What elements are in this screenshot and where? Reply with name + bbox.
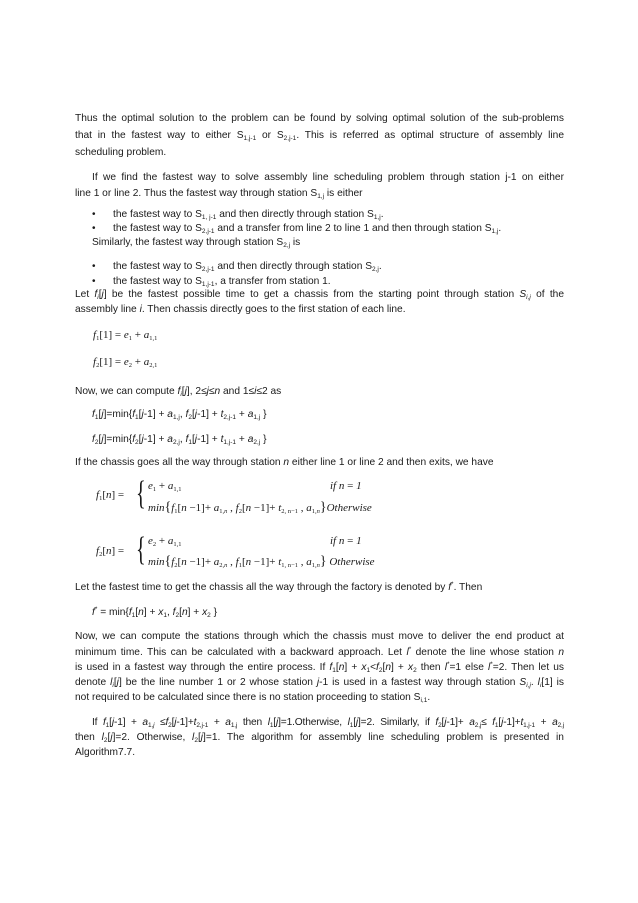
piecewise-f2-case-2: $\min\{f_2[n -1]+ a_{2,n}$ , $f_1[n -1]+ t_{1, n-1}$ , $a_{1,n}$} Otherwise	[148, 554, 375, 569]
piecewise-f2-brace: {	[136, 531, 146, 568]
bullet-2-marker: •	[92, 223, 96, 234]
paragraph-1-line-2: that in the fastest way to either $S_{1,j-1}$ or $S_{2,j-1}$. This is referred as optimal structure of assembly line	[75, 130, 564, 142]
fastest-time-line: Let the fastest time to get the chassis all the way through the factory is denoted by f*. Then	[75, 581, 483, 593]
now-compute-line: Now, we can compute $f_i[j]$, 2≤j≤n and 1≤i≤2 as	[75, 386, 282, 398]
piecewise-f1-case-2: $\min\{f_1[n -1]+ a_{1,n}$ , $f_2[n -1]+ t_{2, n-1}$ , $a_{1,n}\}Otherwise$	[148, 500, 372, 515]
paragraph-1-line-1: Thus the optimal solution to the problem can be found by solving optimal solution of the sub-problems	[75, 113, 564, 124]
equation-f2-base: $f_2[1] = e_2 + a_{2,1}$	[93, 356, 158, 369]
paragraph-3-line-2: minimum time. This can be calculated with a backward approach. Let l* denote the line whose station n	[75, 646, 564, 658]
bullet-4-text: the fastest way to $S_{1,j-1}$, a transfer from station 1.	[113, 276, 331, 288]
paragraph-3-line-5: not required to be calculated since there is no station proceeding to station $S_{i,1}$.	[75, 692, 431, 704]
similarly-line: Similarly, the fastest way through station $S_{2,j}$ is	[92, 237, 301, 249]
piecewise-f1-brace: {	[136, 475, 146, 512]
bullet-1-marker: •	[92, 209, 96, 220]
bullet-1-text: the fastest way to $S_{1, j-1}$ and then directly through station $S_{1,j}$.	[113, 209, 384, 221]
paragraph-2-line-1: If we find the fastest way to solve assembly line scheduling problem through station j-1 on either	[92, 172, 564, 183]
paragraph-4-line-2: then $l_2[j]=2$. Otherwise, $l_2[j]=1$. The algorithm for assembly line scheduling problem is presented in	[75, 732, 564, 744]
piecewise-f1-cond-1: if n = 1	[330, 480, 362, 492]
bullet-3-marker: •	[92, 261, 96, 272]
paragraph-3-line-1: Now, we can compute the stations through which the chassis must move to deliver the end product at	[75, 631, 564, 642]
piecewise-f2-lhs: $f_2[n]$ =	[96, 545, 125, 558]
bullet-2-text: the fastest way to $S_{2,j-1}$ and a transfer from line 2 to line 1 and then through station $S_{1,j}$.	[113, 223, 502, 235]
piecewise-f1-lhs: $f_1[n]$ =	[96, 489, 125, 502]
piecewise-f2-case-1: $e_2 + a_{1,1}$	[148, 535, 182, 548]
bullet-3-text: the fastest way to $S_{2,j-1}$ and then directly through station $S_{2,j}$.	[113, 261, 382, 273]
piecewise-f1-case-1: $e_1 + a_{1,1}$	[148, 480, 182, 493]
recurrence-f1: $f_1[j]=\min\{f_1[j-1] + a_{1,j}$, $f_2[j-1] + t_{2,j-1} + a_{1,j}$ }	[92, 409, 267, 421]
let-definition-line-2: assembly line i. Then chassis directly goes to the first station of each line.	[75, 304, 406, 315]
f-star-equation: $f^* = \min\{f_1[n] + x_1$, $f_2[n] + x_2$ }	[92, 606, 218, 619]
paragraph-4-line-1: If $f_1[j-1] + a_{1,j} \le f_2[j-1]+t_{2,j-1} + a_{1,j}$ then $l_1[j]=1.Otherwise$, $l_1[j]=2$. Similarly, if $f_2[j-1]+ a_{2,j}\le f_1[j-1]+t_{1,j-1} + a_{2,j}$	[92, 717, 565, 729]
equation-f1-base: $f_1[1] = e_1 + a_{1,1}$	[93, 329, 158, 342]
paragraph-3-line-3: is used in a fastest way through the entire process. If $f_1[n] + x_1<f_2[n] + x_2$ then l*=1 else l*=2. Then let us	[75, 661, 564, 674]
piecewise-f2-cond-1: if n = 1	[330, 535, 362, 547]
paragraph-1-line-3: scheduling problem.	[75, 147, 167, 158]
bullet-4-marker: •	[92, 276, 96, 287]
recurrence-f2: $f_2[j]=\min\{f_2[j-1] + a_{2,j}$, $f_1[j-1] + t_{1,j-1} + a_{2,j}$ }	[92, 434, 267, 446]
paragraph-4-line-3: Algorithm7.7.	[75, 747, 136, 758]
chassis-exit-line: If the chassis goes all the way through station n either line 1 or line 2 and then exits, we have	[75, 457, 494, 468]
paragraph-3-line-4: denote $l_i[j]$ be the line number 1 or 2 whose station j-1 is used in a fastest way through station $S_{i,j}$. $l_i[1]$ is	[75, 677, 565, 689]
let-definition-line-1: Let $f_i[j]$ be the fastest possible time to get a chassis from the starting point through station $S_{i,j}$ of the	[75, 289, 564, 301]
paragraph-2-line-2: line 1 or line 2. Thus the fastest way through station $S_{1,j}$ is either	[75, 188, 363, 200]
